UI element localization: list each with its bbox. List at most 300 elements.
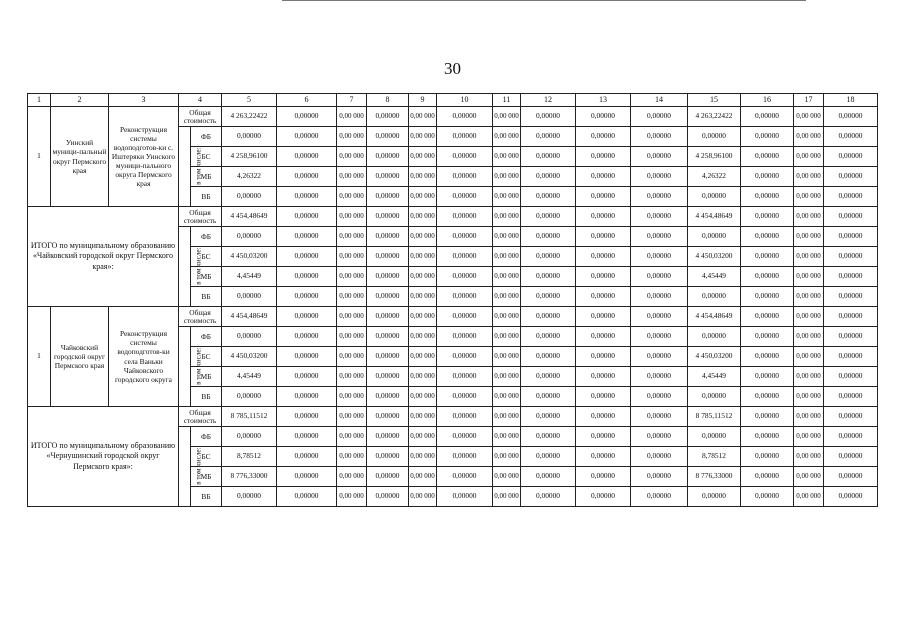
value-cell: 0,00 000 xyxy=(493,227,521,247)
value-cell: 0,00 000 xyxy=(409,427,437,447)
value-cell: 8,78512 xyxy=(688,447,741,467)
value-cell: 0,00000 xyxy=(824,327,878,347)
value-cell: 0,00000 xyxy=(222,427,277,447)
value-cell: 0,00000 xyxy=(741,407,794,427)
value-cell: 0,00 000 xyxy=(337,107,367,127)
value-cell: 0,00000 xyxy=(367,227,409,247)
value-cell: 0,00000 xyxy=(576,427,631,447)
value-cell: 0,00000 xyxy=(576,387,631,407)
value-cell: 0,00000 xyxy=(824,467,878,487)
value-cell: 0,00000 xyxy=(824,267,878,287)
value-cell: 0,00000 xyxy=(631,467,688,487)
value-cell: 8 776,33000 xyxy=(688,467,741,487)
value-cell: 0,00000 xyxy=(367,207,409,227)
value-cell: 0,00 000 xyxy=(493,267,521,287)
value-cell: 0,00 000 xyxy=(794,327,824,347)
value-cell: 0,00000 xyxy=(631,447,688,467)
value-cell: 0,00 000 xyxy=(337,327,367,347)
value-cell: 0,00 000 xyxy=(337,247,367,267)
top-rule xyxy=(282,0,806,1)
value-cell: 8 785,11512 xyxy=(222,407,277,427)
value-cell: 0,00000 xyxy=(437,367,493,387)
value-cell: 0,00000 xyxy=(521,187,576,207)
value-cell: 0,00 000 xyxy=(794,187,824,207)
value-cell: 0,00000 xyxy=(741,327,794,347)
value-cell: 0,00000 xyxy=(222,287,277,307)
value-cell: 0,00000 xyxy=(367,307,409,327)
value-cell: 0,00000 xyxy=(437,107,493,127)
funding-type: ВБ xyxy=(191,287,222,307)
value-cell: 0,00000 xyxy=(576,147,631,167)
in-that-label xyxy=(179,227,203,307)
value-cell: 0,00000 xyxy=(688,487,741,507)
value-cell: 0,00000 xyxy=(437,467,493,487)
value-cell: 0,00000 xyxy=(437,227,493,247)
value-cell: 0,00 000 xyxy=(409,227,437,247)
value-cell: 0,00000 xyxy=(222,387,277,407)
value-cell: 0,00000 xyxy=(824,187,878,207)
value-cell: 0,00000 xyxy=(521,247,576,267)
value-cell: 0,00 000 xyxy=(409,267,437,287)
value-cell: 0,00000 xyxy=(576,307,631,327)
value-cell: 0,00000 xyxy=(367,167,409,187)
value-cell: 4 258,96100 xyxy=(688,147,741,167)
column-number: 5 xyxy=(222,94,277,107)
value-cell: 4 258,96100 xyxy=(222,147,277,167)
value-cell: 0,00 000 xyxy=(337,147,367,167)
value-cell: 0,00000 xyxy=(576,107,631,127)
value-cell: 4,26322 xyxy=(222,167,277,187)
value-cell: 0,00000 xyxy=(631,387,688,407)
value-cell: 0,00000 xyxy=(437,127,493,147)
value-cell: 0,00000 xyxy=(521,387,576,407)
column-number: 11 xyxy=(493,94,521,107)
in-that-label xyxy=(179,127,203,207)
value-cell: 0,00000 xyxy=(277,107,337,127)
value-cell: 0,00000 xyxy=(367,367,409,387)
value-cell: 0,00000 xyxy=(437,347,493,367)
value-cell: 0,00 000 xyxy=(409,207,437,227)
value-cell: 0,00000 xyxy=(521,267,576,287)
value-cell: 4 263,22422 xyxy=(688,107,741,127)
value-cell: 0,00000 xyxy=(367,267,409,287)
value-cell: 0,00000 xyxy=(437,327,493,347)
funding-type: ФБ xyxy=(191,327,222,347)
value-cell: 0,00000 xyxy=(631,487,688,507)
value-cell: 0,00000 xyxy=(277,167,337,187)
value-cell: 0,00000 xyxy=(367,487,409,507)
value-cell: 0,00000 xyxy=(824,367,878,387)
value-cell: 0,00 000 xyxy=(493,107,521,127)
value-cell: 0,00 000 xyxy=(493,327,521,347)
value-cell: 4 454,48649 xyxy=(688,207,741,227)
funding-type: БС xyxy=(191,447,222,467)
value-cell: 0,00000 xyxy=(277,387,337,407)
value-cell: 0,00 000 xyxy=(337,487,367,507)
value-cell: 0,00000 xyxy=(437,147,493,167)
value-cell: 0,00000 xyxy=(437,407,493,427)
value-cell: 0,00000 xyxy=(437,307,493,327)
value-cell: 0,00000 xyxy=(367,327,409,347)
value-cell: 0,00000 xyxy=(277,367,337,387)
value-cell: 0,00 000 xyxy=(493,247,521,267)
value-cell: 0,00 000 xyxy=(409,307,437,327)
funding-type: МБ xyxy=(191,467,222,487)
value-cell: 0,00000 xyxy=(222,487,277,507)
value-cell: 0,00000 xyxy=(367,427,409,447)
value-cell: 0,00000 xyxy=(367,407,409,427)
value-cell: 0,00 000 xyxy=(493,407,521,427)
value-cell: 0,00000 xyxy=(741,367,794,387)
value-cell: 0,00 000 xyxy=(337,367,367,387)
value-cell: 0,00 000 xyxy=(409,187,437,207)
column-number: 12 xyxy=(521,94,576,107)
value-cell: 0,00000 xyxy=(521,207,576,227)
value-cell: 0,00 000 xyxy=(493,167,521,187)
value-cell: 0,00 000 xyxy=(337,287,367,307)
value-cell: 0,00000 xyxy=(437,427,493,447)
value-cell: 0,00000 xyxy=(277,147,337,167)
value-cell: 4,45449 xyxy=(688,267,741,287)
value-cell: 0,00000 xyxy=(688,187,741,207)
value-cell: 0,00000 xyxy=(437,287,493,307)
value-cell: 0,00 000 xyxy=(493,447,521,467)
value-cell: 0,00000 xyxy=(824,487,878,507)
value-cell: 0,00 000 xyxy=(409,247,437,267)
budget-table xyxy=(27,93,878,507)
value-cell: 0,00000 xyxy=(631,227,688,247)
municipality-name: Чайковский городской округ Пермского края xyxy=(51,307,109,407)
value-cell: 0,00000 xyxy=(521,487,576,507)
value-cell: 0,00000 xyxy=(576,187,631,207)
funding-type: ВБ xyxy=(191,187,222,207)
value-cell: 0,00000 xyxy=(631,427,688,447)
value-cell: 0,00000 xyxy=(741,147,794,167)
value-cell: 0,00000 xyxy=(631,347,688,367)
value-cell: 0,00 000 xyxy=(409,287,437,307)
value-cell: 4,45449 xyxy=(688,367,741,387)
value-cell: 0,00 000 xyxy=(794,287,824,307)
value-cell: 0,00000 xyxy=(521,347,576,367)
value-cell: 0,00000 xyxy=(576,467,631,487)
value-cell: 0,00 000 xyxy=(337,467,367,487)
value-cell: 0,00000 xyxy=(741,187,794,207)
column-number: 6 xyxy=(277,94,337,107)
value-cell: 0,00000 xyxy=(631,187,688,207)
column-number: 3 xyxy=(109,94,179,107)
value-cell: 0,00000 xyxy=(367,107,409,127)
value-cell: 0,00 000 xyxy=(794,107,824,127)
value-cell: 8,78512 xyxy=(222,447,277,467)
value-cell: 0,00 000 xyxy=(493,307,521,327)
value-cell: 0,00 000 xyxy=(337,167,367,187)
value-cell: 0,00000 xyxy=(277,347,337,367)
value-cell: 0,00000 xyxy=(222,227,277,247)
value-cell: 0,00 000 xyxy=(794,487,824,507)
value-cell: 0,00000 xyxy=(824,147,878,167)
value-cell: 0,00000 xyxy=(277,427,337,447)
municipality-name: Уинский муници-пальный округ Пермского края xyxy=(51,107,109,207)
value-cell: 0,00000 xyxy=(521,407,576,427)
funding-type: МБ xyxy=(191,367,222,387)
value-cell: 0,00 000 xyxy=(337,187,367,207)
value-cell: 4 454,48649 xyxy=(688,307,741,327)
value-cell: 0,00000 xyxy=(824,107,878,127)
value-cell: 0,00 000 xyxy=(794,367,824,387)
value-cell: 4 454,48649 xyxy=(222,207,277,227)
value-cell: 0,00000 xyxy=(521,447,576,467)
value-cell: 0,00 000 xyxy=(493,387,521,407)
column-number: 7 xyxy=(337,94,367,107)
value-cell: 0,00000 xyxy=(741,487,794,507)
value-cell: 0,00000 xyxy=(631,287,688,307)
value-cell: 0,00 000 xyxy=(337,407,367,427)
value-cell: 0,00 000 xyxy=(337,427,367,447)
value-cell: 0,00000 xyxy=(521,367,576,387)
value-cell: 0,00 000 xyxy=(794,147,824,167)
value-cell: 0,00000 xyxy=(277,287,337,307)
value-cell: 0,00 000 xyxy=(493,347,521,367)
value-cell: 0,00 000 xyxy=(794,267,824,287)
value-cell: 0,00000 xyxy=(277,447,337,467)
total-label: ИТОГО по муниципальному образованию «Чернушинский городской округ Пермского края»: xyxy=(28,407,179,507)
value-cell: 0,00 000 xyxy=(337,387,367,407)
value-cell: 0,00000 xyxy=(824,427,878,447)
value-cell: 0,00 000 xyxy=(409,347,437,367)
value-cell: 0,00000 xyxy=(277,327,337,347)
value-cell: 0,00000 xyxy=(277,127,337,147)
value-cell: 0,00000 xyxy=(521,327,576,347)
value-cell: 4,26322 xyxy=(688,167,741,187)
table-row xyxy=(28,307,878,327)
value-cell: 0,00000 xyxy=(277,227,337,247)
value-cell: 0,00000 xyxy=(631,247,688,267)
column-number: 2 xyxy=(51,94,109,107)
page-number: 30 xyxy=(444,59,461,78)
value-cell: 0,00000 xyxy=(367,147,409,167)
value-cell: 0,00000 xyxy=(437,487,493,507)
value-cell: 8 785,11512 xyxy=(688,407,741,427)
value-cell: 0,00000 xyxy=(437,207,493,227)
funding-type: МБ xyxy=(191,167,222,187)
value-cell: 0,00000 xyxy=(277,207,337,227)
column-number: 14 xyxy=(631,94,688,107)
column-number: 13 xyxy=(576,94,631,107)
funding-type: БС xyxy=(191,347,222,367)
value-cell: 0,00000 xyxy=(741,427,794,447)
value-cell: 0,00000 xyxy=(741,447,794,467)
value-cell: 0,00 000 xyxy=(493,127,521,147)
funding-type: Общая стоимость xyxy=(179,207,222,227)
value-cell: 4 263,22422 xyxy=(222,107,277,127)
value-cell: 0,00 000 xyxy=(794,387,824,407)
value-cell: 0,00000 xyxy=(437,187,493,207)
value-cell: 0,00000 xyxy=(631,147,688,167)
value-cell: 0,00000 xyxy=(521,427,576,447)
value-cell: 4 454,48649 xyxy=(222,307,277,327)
value-cell: 0,00 000 xyxy=(794,447,824,467)
value-cell: 4,45449 xyxy=(222,367,277,387)
funding-type: БС xyxy=(191,147,222,167)
value-cell: 0,00 000 xyxy=(409,407,437,427)
value-cell: 0,00000 xyxy=(521,227,576,247)
value-cell: 0,00000 xyxy=(576,227,631,247)
value-cell: 0,00000 xyxy=(437,247,493,267)
column-number: 17 xyxy=(794,94,824,107)
funding-type: ФБ xyxy=(191,227,222,247)
value-cell: 0,00 000 xyxy=(493,147,521,167)
value-cell: 0,00000 xyxy=(824,447,878,467)
value-cell: 0,00 000 xyxy=(493,427,521,447)
value-cell: 8 776,33000 xyxy=(222,467,277,487)
value-cell: 0,00000 xyxy=(688,327,741,347)
value-cell: 0,00000 xyxy=(576,347,631,367)
value-cell: 0,00 000 xyxy=(493,207,521,227)
value-cell: 0,00 000 xyxy=(794,407,824,427)
value-cell: 0,00000 xyxy=(437,167,493,187)
value-cell: 0,00000 xyxy=(741,287,794,307)
total-label: ИТОГО по муниципальному образованию «Чайковский городской округ Пермского края»: xyxy=(28,207,179,307)
value-cell: 0,00000 xyxy=(631,167,688,187)
value-cell: 0,00000 xyxy=(576,407,631,427)
value-cell: 0,00 000 xyxy=(409,127,437,147)
column-number: 4 xyxy=(179,94,222,107)
value-cell: 0,00000 xyxy=(824,407,878,427)
value-cell: 0,00000 xyxy=(277,247,337,267)
value-cell: 0,00000 xyxy=(576,327,631,347)
value-cell: 0,00000 xyxy=(437,267,493,287)
value-cell: 0,00000 xyxy=(576,287,631,307)
funding-type: ВБ xyxy=(191,487,222,507)
project-name: Реконструкция системы водоподготов-ки с. Иштеряки Уинского муници-пального округа Пермского края xyxy=(109,107,179,207)
value-cell: 4 450,03200 xyxy=(222,347,277,367)
funding-type: БС xyxy=(191,247,222,267)
in-that-label xyxy=(179,427,203,507)
value-cell: 0,00 000 xyxy=(794,467,824,487)
value-cell: 0,00 000 xyxy=(337,127,367,147)
value-cell: 0,00000 xyxy=(688,427,741,447)
value-cell: 0,00 000 xyxy=(409,487,437,507)
value-cell: 0,00000 xyxy=(631,107,688,127)
value-cell: 0,00000 xyxy=(521,167,576,187)
value-cell: 0,00000 xyxy=(521,107,576,127)
value-cell: 0,00 000 xyxy=(794,307,824,327)
value-cell: 0,00000 xyxy=(367,247,409,267)
value-cell: 0,00000 xyxy=(222,327,277,347)
value-cell: 0,00000 xyxy=(277,307,337,327)
value-cell: 0,00 000 xyxy=(337,207,367,227)
value-cell: 0,00000 xyxy=(631,207,688,227)
value-cell: 0,00000 xyxy=(741,107,794,127)
value-cell: 0,00000 xyxy=(631,267,688,287)
value-cell: 0,00000 xyxy=(521,147,576,167)
value-cell: 0,00000 xyxy=(688,387,741,407)
column-number: 9 xyxy=(409,94,437,107)
value-cell: 0,00000 xyxy=(222,127,277,147)
value-cell: 0,00 000 xyxy=(409,447,437,467)
in-that-text: в том числе: xyxy=(194,247,203,286)
value-cell: 0,00000 xyxy=(741,347,794,367)
header-row xyxy=(28,94,878,107)
value-cell: 0,00000 xyxy=(824,287,878,307)
funding-type: ФБ xyxy=(191,427,222,447)
value-cell: 0,00000 xyxy=(741,247,794,267)
value-cell: 0,00000 xyxy=(367,387,409,407)
in-that-label xyxy=(179,327,203,407)
value-cell: 0,00000 xyxy=(741,267,794,287)
value-cell: 0,00000 xyxy=(824,347,878,367)
value-cell: 0,00 000 xyxy=(493,467,521,487)
value-cell: 0,00 000 xyxy=(794,127,824,147)
value-cell: 0,00 000 xyxy=(493,367,521,387)
funding-type: Общая стоимость xyxy=(179,307,222,327)
value-cell: 0,00000 xyxy=(576,367,631,387)
row-number: 1 xyxy=(28,107,51,207)
value-cell: 0,00000 xyxy=(741,167,794,187)
value-cell: 0,00 000 xyxy=(794,207,824,227)
table-row xyxy=(28,407,878,427)
column-number: 1 xyxy=(28,94,51,107)
value-cell: 0,00000 xyxy=(741,387,794,407)
value-cell: 0,00000 xyxy=(277,187,337,207)
value-cell: 0,00000 xyxy=(576,447,631,467)
value-cell: 0,00000 xyxy=(277,407,337,427)
funding-type: Общая стоимость xyxy=(179,407,222,427)
value-cell: 0,00000 xyxy=(824,307,878,327)
funding-type: ФБ xyxy=(191,127,222,147)
in-that-text: в том числе: xyxy=(194,347,203,386)
value-cell: 0,00000 xyxy=(631,407,688,427)
row-number: 1 xyxy=(28,307,51,407)
value-cell: 0,00 000 xyxy=(794,227,824,247)
funding-type: МБ xyxy=(191,267,222,287)
value-cell: 0,00000 xyxy=(576,487,631,507)
value-cell: 0,00000 xyxy=(741,227,794,247)
value-cell: 4 450,03200 xyxy=(222,247,277,267)
value-cell: 0,00 000 xyxy=(409,107,437,127)
value-cell: 0,00 000 xyxy=(337,307,367,327)
value-cell: 0,00000 xyxy=(367,347,409,367)
value-cell: 0,00000 xyxy=(222,187,277,207)
value-cell: 0,00000 xyxy=(437,387,493,407)
value-cell: 0,00 000 xyxy=(409,367,437,387)
value-cell: 0,00 000 xyxy=(409,147,437,167)
value-cell: 0,00000 xyxy=(576,127,631,147)
value-cell: 0,00000 xyxy=(521,127,576,147)
value-cell: 0,00000 xyxy=(824,247,878,267)
value-cell: 0,00 000 xyxy=(794,427,824,447)
in-that-text: в том числе: xyxy=(194,147,203,186)
value-cell: 0,00000 xyxy=(367,467,409,487)
table-row xyxy=(28,107,878,127)
value-cell: 0,00000 xyxy=(824,167,878,187)
value-cell: 0,00000 xyxy=(688,287,741,307)
value-cell: 0,00000 xyxy=(688,227,741,247)
funding-type: Общая стоимость xyxy=(179,107,222,127)
column-number: 8 xyxy=(367,94,409,107)
funding-type: ВБ xyxy=(191,387,222,407)
value-cell: 0,00000 xyxy=(437,447,493,467)
value-cell: 0,00 000 xyxy=(337,267,367,287)
value-cell: 0,00000 xyxy=(741,127,794,147)
value-cell: 0,00000 xyxy=(521,467,576,487)
value-cell: 0,00000 xyxy=(631,327,688,347)
value-cell: 0,00000 xyxy=(688,127,741,147)
value-cell: 0,00000 xyxy=(277,487,337,507)
value-cell: 0,00000 xyxy=(631,307,688,327)
value-cell: 0,00000 xyxy=(576,267,631,287)
value-cell: 0,00000 xyxy=(367,447,409,467)
